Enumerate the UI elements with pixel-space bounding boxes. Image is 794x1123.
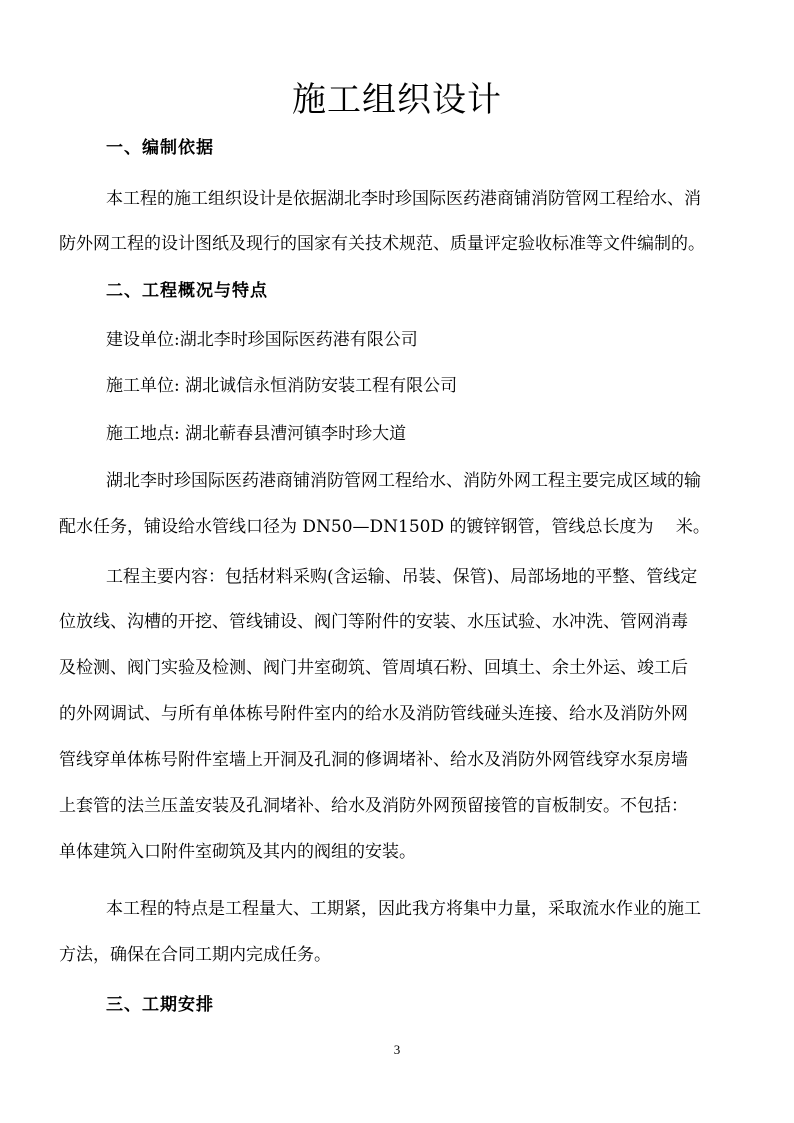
section-heading-schedule: 三、工期安排 — [106, 995, 214, 1015]
page-number: 3 — [393, 1042, 401, 1057]
content-line: 及检测、阀门实验及检测、阀门井室砌筑、管周填石粉、回填土、余土外运、竣工后 — [59, 658, 688, 678]
construction-unit-line: 建设单位:湖北李时珍国际医药港有限公司 — [106, 330, 418, 350]
paragraph-line: 防外网工程的设计图纸及现行的国家有关技术规范、质量评定验收标准等文件编制的。 — [59, 234, 705, 254]
content-line: 上套管的法兰压盖安装及孔洞堵补、给水及消防外网预留接管的盲板制安。不包括： — [59, 796, 688, 816]
content-line: 工程主要内容：包括材料采购(含运输、吊装、保管)、局部场地的平整、管线定 — [106, 567, 698, 587]
content-line: 管线穿单体栋号附件室墙上开洞及孔洞的修调堵补、给水及消防外网管线穿水泵房墙 — [59, 750, 688, 770]
builder-unit-line: 施工单位: 湖北诚信永恒消防安装工程有限公司 — [106, 376, 458, 396]
paragraph-line: 本工程的施工组织设计是依据湖北李时珍国际医药港商铺消防管网工程给水、消 — [106, 189, 701, 209]
content-line: 位放线、沟槽的开挖、管线铺设、阀门等附件的安装、水压试验、水冲洗、管网消毒 — [59, 612, 688, 632]
description-line: 配水任务，铺设给水管线口径为 DN50—DN150D 的镀锌钢管，管线总长度为 米。 — [59, 517, 710, 537]
feature-line: 本工程的特点是工程量大、工期紧，因此我方将集中力量，采取流水作业的施工 — [106, 899, 701, 919]
content-line: 单体建筑入口附件室砌筑及其内的阀组的安装。 — [59, 842, 416, 862]
section-heading-basis: 一、编制依据 — [106, 138, 214, 158]
description-line: 湖北李时珍国际医药港商铺消防管网工程给水、消防外网工程主要完成区域的输 — [106, 471, 701, 491]
content-line: 的外网调试、与所有单体栋号附件室内的给水及消防管线碰头连接、给水及消防外网 — [59, 704, 688, 724]
site-line: 施工地点: 湖北蕲春县漕河镇李时珍大道 — [106, 424, 407, 444]
feature-line: 方法，确保在合同工期内完成任务。 — [59, 945, 331, 965]
document-title: 施工组织设计 — [292, 80, 502, 120]
section-heading-overview: 二、工程概况与特点 — [106, 281, 268, 301]
